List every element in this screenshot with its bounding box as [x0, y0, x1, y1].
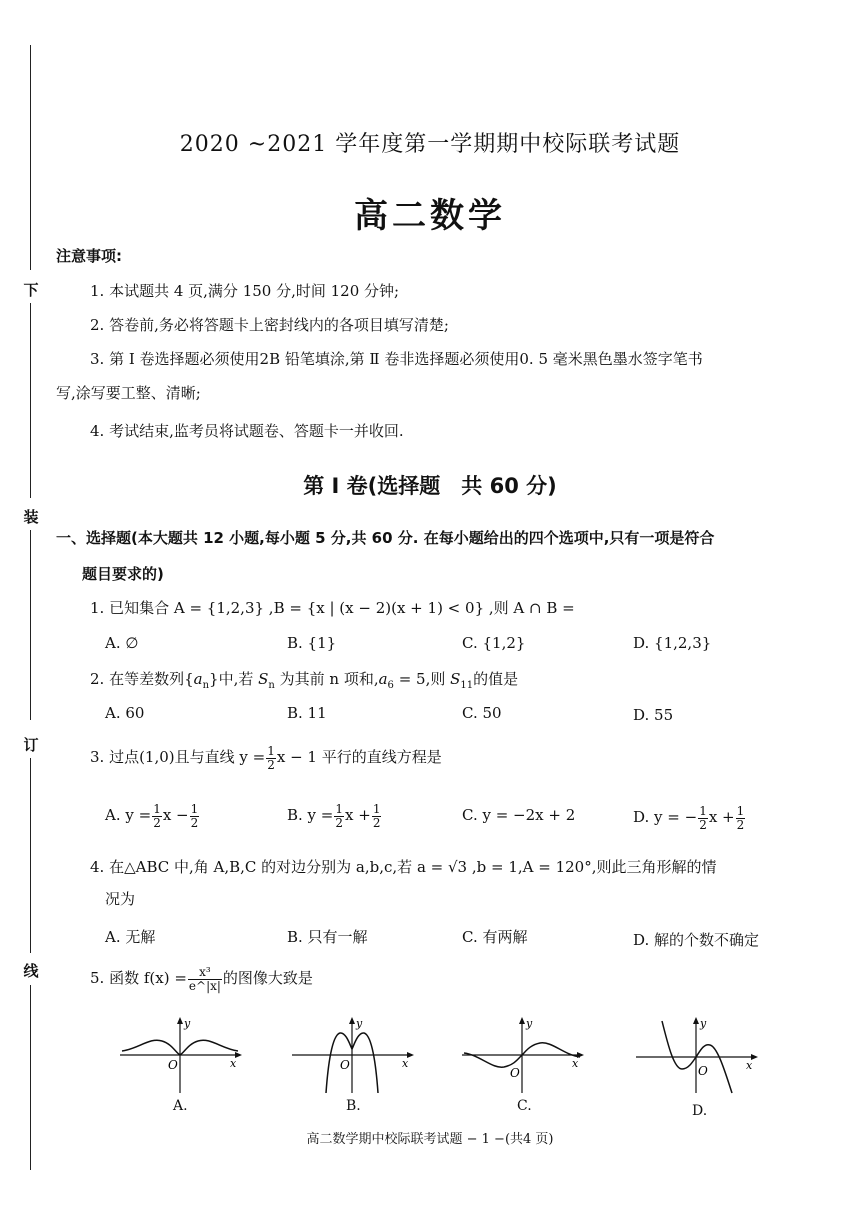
q3-d-frac2	[736, 805, 746, 832]
q5-c-origin: O	[510, 1066, 520, 1080]
q2-a-sub: n	[202, 680, 210, 691]
binding-line-3	[30, 530, 31, 720]
section-instructions-line2: 题目要求的)	[82, 565, 164, 583]
q4-option-a: A. 无解	[105, 928, 156, 946]
q3-b-frac1-den: 2	[335, 815, 344, 830]
notice-item-1: 1. 本试题共 4 页,满分 150 分,时间 120 分钟;	[90, 282, 400, 300]
q5-a-origin: O	[168, 1058, 178, 1072]
q5-stem-pre: 5. 函数 f(x) =	[90, 969, 187, 987]
q5-a-axis-y: y	[184, 1017, 191, 1030]
q5-b-origin: O	[340, 1058, 350, 1072]
part1-title: 第 Ⅰ 卷(选择题 共 60 分)	[303, 474, 557, 498]
q4-option-b: B. 只有一解	[287, 928, 368, 946]
subject-title: 高二数学	[354, 196, 506, 236]
binding-char-ding: 订	[23, 736, 39, 754]
q5-c-axis-x: x	[572, 1057, 579, 1070]
binding-line-2	[30, 303, 31, 498]
q3-stem-frac-num: 1	[267, 743, 275, 758]
q3-stem-pre: 3. 过点(1,0)且与直线 y =	[90, 748, 266, 766]
q5-graph-d	[634, 1015, 764, 1095]
q5-frac-den: e^|x|	[188, 978, 221, 993]
q3-option-d	[633, 802, 746, 832]
q1-option-b: B. {1}	[287, 634, 337, 652]
q3-a-frac1-den: 2	[153, 815, 161, 830]
q3-b-pre: B. y =	[287, 806, 334, 824]
q2-option-b: B. 11	[287, 704, 327, 722]
q4-stem-line2: 况为	[105, 890, 136, 908]
q3-option-b	[287, 800, 382, 830]
q5-d-axis-x: x	[746, 1059, 753, 1072]
q3-d-frac2-num: 1	[736, 803, 745, 818]
q5-graph-b	[290, 1015, 420, 1095]
q2-option-a: A. 60	[105, 704, 145, 722]
q1-stem: 1. 已知集合 A = {1,2,3} ,B = {x | (x − 2)(x + 1) < 0} ,则 A ∩ B =	[90, 599, 575, 617]
q5-fraction	[188, 966, 222, 993]
q5-c-axis-y: y	[526, 1017, 533, 1030]
q2-stem-mid: }中,若	[209, 670, 259, 688]
q5-graph-label-d: D.	[692, 1103, 708, 1119]
q2-a6-sub: 6	[387, 680, 394, 691]
q3-a-frac1	[152, 803, 162, 830]
q2-stem-mid2: 为其前 n 项和,	[274, 670, 379, 688]
q3-b-frac2-num: 1	[372, 801, 381, 816]
q3-b-frac1-num: 1	[335, 801, 344, 816]
q3-d-mid: x +	[708, 808, 735, 826]
q3-b-mid: x +	[345, 806, 371, 824]
q2-option-d: D. 55	[633, 706, 674, 724]
q2-stem-mid3: = 5,则	[393, 670, 451, 688]
q5-frac-num: x³	[188, 966, 222, 980]
notice-item-3-cont: 写,涂写要工整、清晰;	[56, 384, 201, 402]
q3-a-frac2	[190, 803, 200, 830]
q2-S: S	[258, 670, 269, 688]
q1-option-c: C. {1,2}	[462, 634, 526, 652]
section-instructions-line1: 一、选择题(本大题共 12 小题,每小题 5 分,共 60 分. 在每小题给出的四个选项中,只有一项是符合	[56, 529, 715, 547]
q3-a-frac2-den: 2	[190, 815, 199, 830]
q5-stem	[90, 962, 313, 994]
q5-stem-post: 的图像大致是	[222, 969, 313, 987]
notice-item-2: 2. 答卷前,务必将答题卡上密封线内的各项目填写清楚;	[90, 316, 449, 334]
q5-b-axis-x: x	[402, 1057, 409, 1070]
notice-heading: 注意事项:	[56, 247, 122, 265]
q3-option-c: C. y = −2x + 2	[462, 806, 576, 824]
q3-b-frac2	[372, 803, 382, 830]
binding-line-4	[30, 758, 31, 953]
q3-stem-frac-den: 2	[267, 757, 275, 772]
q3-d-frac1-den: 2	[699, 817, 707, 832]
q3-a-frac1-num: 1	[153, 801, 161, 816]
q5-graph-a	[118, 1015, 248, 1095]
binding-char-zhuang: 装	[23, 508, 39, 526]
q5-d-axis-y: y	[700, 1017, 707, 1030]
q1-option-d: D. {1,2,3}	[633, 634, 712, 652]
q3-a-mid: x −	[162, 806, 189, 824]
q2-stem-end: 的值是	[473, 670, 519, 688]
q5-b-axis-y: y	[356, 1017, 363, 1030]
q3-d-pre: D. y = −	[633, 808, 698, 826]
q3-b-frac2-den: 2	[372, 815, 381, 830]
notice-item-4: 4. 考试结束,监考员将试题卷、答题卡一并收回.	[90, 422, 404, 440]
q5-graph-label-c: C.	[517, 1098, 532, 1114]
q4-option-c: C. 有两解	[462, 928, 528, 946]
q5-graph-c	[460, 1015, 590, 1095]
q3-d-frac1-num: 1	[699, 803, 707, 818]
q2-option-c: C. 50	[462, 704, 502, 722]
q2-S11: S	[450, 670, 461, 688]
page-footer: 高二数学期中校际联考试题 − 1 −(共4 页)	[306, 1132, 554, 1147]
q3-a-frac2-num: 1	[190, 801, 199, 816]
q5-graph-label-a: A.	[173, 1098, 188, 1114]
q1-option-a: A. ∅	[105, 634, 139, 652]
q4-option-d: D. 解的个数不确定	[633, 931, 760, 949]
q3-stem-post: x − 1 平行的直线方程是	[276, 748, 442, 766]
q2-stem	[90, 668, 518, 697]
q3-stem-fraction	[266, 745, 276, 772]
q2-S11-sub: 11	[460, 680, 474, 691]
binding-char-xian: 线	[23, 962, 39, 980]
q5-d-origin: O	[698, 1064, 708, 1078]
q3-stem	[90, 742, 442, 772]
q5-graph-label-b: B.	[346, 1098, 361, 1114]
q2-a: a	[193, 670, 203, 688]
q3-option-a	[105, 800, 200, 830]
q2-a6: a	[378, 670, 388, 688]
binding-char-xia: 下	[23, 281, 39, 299]
q2-S-sub: n	[268, 680, 275, 691]
q5-a-axis-x: x	[230, 1057, 237, 1070]
q3-a-pre: A. y =	[105, 806, 152, 824]
q3-b-frac1	[334, 803, 344, 830]
q3-d-frac2-den: 2	[736, 817, 745, 832]
q3-d-frac1	[698, 805, 708, 832]
exam-title: 2020 ~2021 学年度第一学期期中校际联考试题	[179, 132, 681, 157]
q2-stem-pre: 2. 在等差数列{	[90, 670, 194, 688]
q4-stem-line1: 4. 在△ABC 中,角 A,B,C 的对边分别为 a,b,c,若 a = √3 ,b = 1,A = 120°,则此三角形解的情	[90, 858, 717, 876]
notice-item-3: 3. 第 Ⅰ 卷选择题必须使用2B 铅笔填涂,第 Ⅱ 卷非选择题必须使用0. 5 毫米黑色墨水签字笔书	[90, 350, 703, 368]
